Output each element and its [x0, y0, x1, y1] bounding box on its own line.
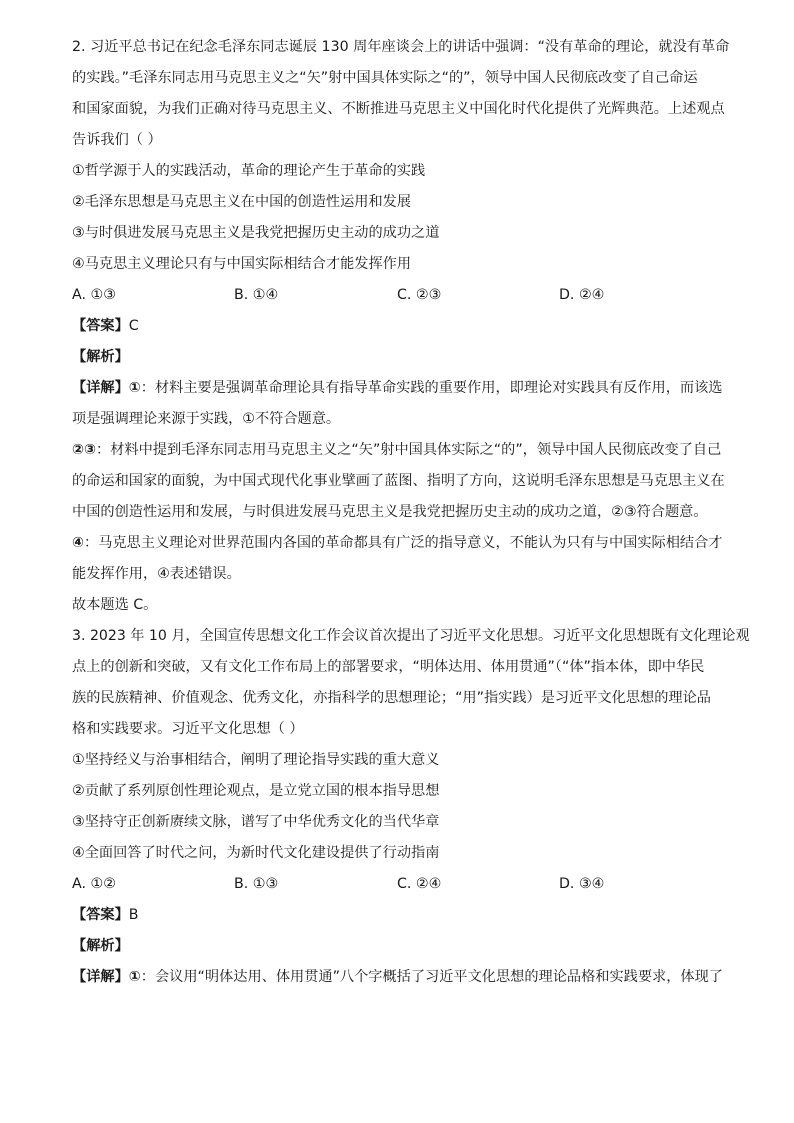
answer-value: C: [128, 318, 139, 334]
detail-text: ：材料中提到毛泽东同志用马克思主义之“矢”射中国具体实际之“的”，领导中国人民彻底改变了自己: [96, 442, 722, 458]
q3-item: ④全面回答了时代之问，为新时代文化建设提供了行动指南: [72, 845, 440, 861]
answer-label: 【答案】: [72, 907, 129, 923]
q3-analysis-label: 【解析】: [72, 938, 129, 954]
q3-option-b: B. ①③: [234, 876, 279, 892]
q3-option-d: D. ③④: [559, 876, 605, 892]
q2-conclusion: 故本题选 C。: [72, 597, 158, 613]
q2-options: [72, 285, 732, 305]
detail-mark: ①: [128, 380, 141, 396]
q2-detail-line: [72, 440, 721, 460]
q2-option-c: C. ②③: [397, 287, 442, 303]
q2-analysis-label: 【解析】: [72, 349, 129, 365]
detail-text: ：材料主要是强调革命理论具有指导革命实践的重要作用，即理论对实践具有反作用，而该选: [140, 380, 723, 396]
q3-stem-line: 族的民族精神、价值观念、优秀文化，亦指科学的思想理论；“用”指实践）是习近平文化思想的理论品: [72, 690, 711, 706]
q2-detail-line: [72, 533, 722, 553]
q3-detail-line: [72, 967, 723, 987]
q3-answer: [72, 905, 139, 925]
q3-item: ①坚持经义与治事相结合，阐明了理论指导实践的重大意义: [72, 752, 440, 768]
q2-item: ①哲学源于人的实践活动，革命的理论产生于革命的实践: [72, 163, 426, 179]
detail-text: ：马克思主义理论对世界范围内各国的革命都具有广泛的指导意义，不能认为只有与中国实际相结合才: [84, 535, 723, 551]
detail-label: 【详解】: [72, 969, 129, 985]
q3-item: ③坚持守正创新赓续文脉，谱写了中华优秀文化的当代华章: [72, 814, 440, 830]
q2-item: ③与时俱进发展马克思主义是我党把握历史主动的成功之道: [72, 225, 440, 241]
q2-answer: [72, 316, 139, 336]
q3-stem-line: 点上的创新和突破，又有文化工作布局上的部署要求，“明体达用、体用贯通”（“体”指本体，即中华民: [72, 659, 705, 675]
q3-option-c: C. ②④: [397, 876, 442, 892]
q2-option-b: B. ①④: [234, 287, 279, 303]
q3-stem-line: 3. 2023 年 10 月，全国宣传思想文化工作会议首次提出了习近平文化思想。习近平文化思想既有文化理论观: [72, 628, 750, 644]
q3-option-a: A. ①②: [72, 876, 116, 892]
q2-detail-line: 能发挥作用，④表述错误。: [72, 566, 241, 582]
q2-stem-line: 告诉我们（ ）: [72, 132, 162, 148]
q2-stem-line: 2. 习近平总书记在纪念毛泽东同志诞辰 130 周年座谈会上的讲话中强调：“没有革命的理论，就没有革命: [72, 39, 730, 55]
q3-stem-line: 格和实践要求。习近平文化思想（ ）: [72, 721, 304, 737]
q2-option-d: D. ②④: [559, 287, 605, 303]
q2-stem-line: 和国家面貌，为我们正确对待马克思主义、不断推进马克思主义中国化时代化提供了光辉典范。上述观点: [72, 101, 725, 117]
q2-detail-line: 项是强调理论来源于实践，①不符合题意。: [72, 411, 341, 427]
detail-mark: ④: [72, 535, 85, 551]
q2-detail-line: 中国的创造性运用和发展，与时俱进发展马克思主义是我党把握历史主动的成功之道，②③符合题意。: [72, 504, 708, 520]
q2-option-a: A. ①③: [72, 287, 116, 303]
detail-mark: ①: [128, 969, 141, 985]
detail-text: ：会议用“明体达用、体用贯通”八个字概括了习近平文化思想的理论品格和实践要求，体现了: [140, 969, 723, 985]
detail-mark: ②③: [72, 442, 97, 458]
q2-detail-line: 的命运和国家的面貌，为中国式现代化事业擘画了蓝图、指明了方向，这说明毛泽东思想是马克思主义在: [72, 473, 725, 489]
q2-stem-line: 的实践。”毛泽东同志用马克思主义之“矢”射中国具体实际之“的”，领导中国人民彻底改变了自己命运: [72, 70, 698, 86]
q3-item: ②贡献了系列原创性理论观点，是立党立国的根本指导思想: [72, 783, 440, 799]
q2-item: ④马克思主义理论只有与中国实际相结合才能发挥作用: [72, 256, 412, 272]
answer-label: 【答案】: [72, 318, 129, 334]
q2-detail-line: [72, 378, 722, 398]
answer-value: B: [128, 907, 139, 923]
q2-item: ②毛泽东思想是马克思主义在中国的创造性运用和发展: [72, 194, 412, 210]
q3-options: [72, 874, 732, 894]
detail-label: 【详解】: [72, 380, 129, 396]
